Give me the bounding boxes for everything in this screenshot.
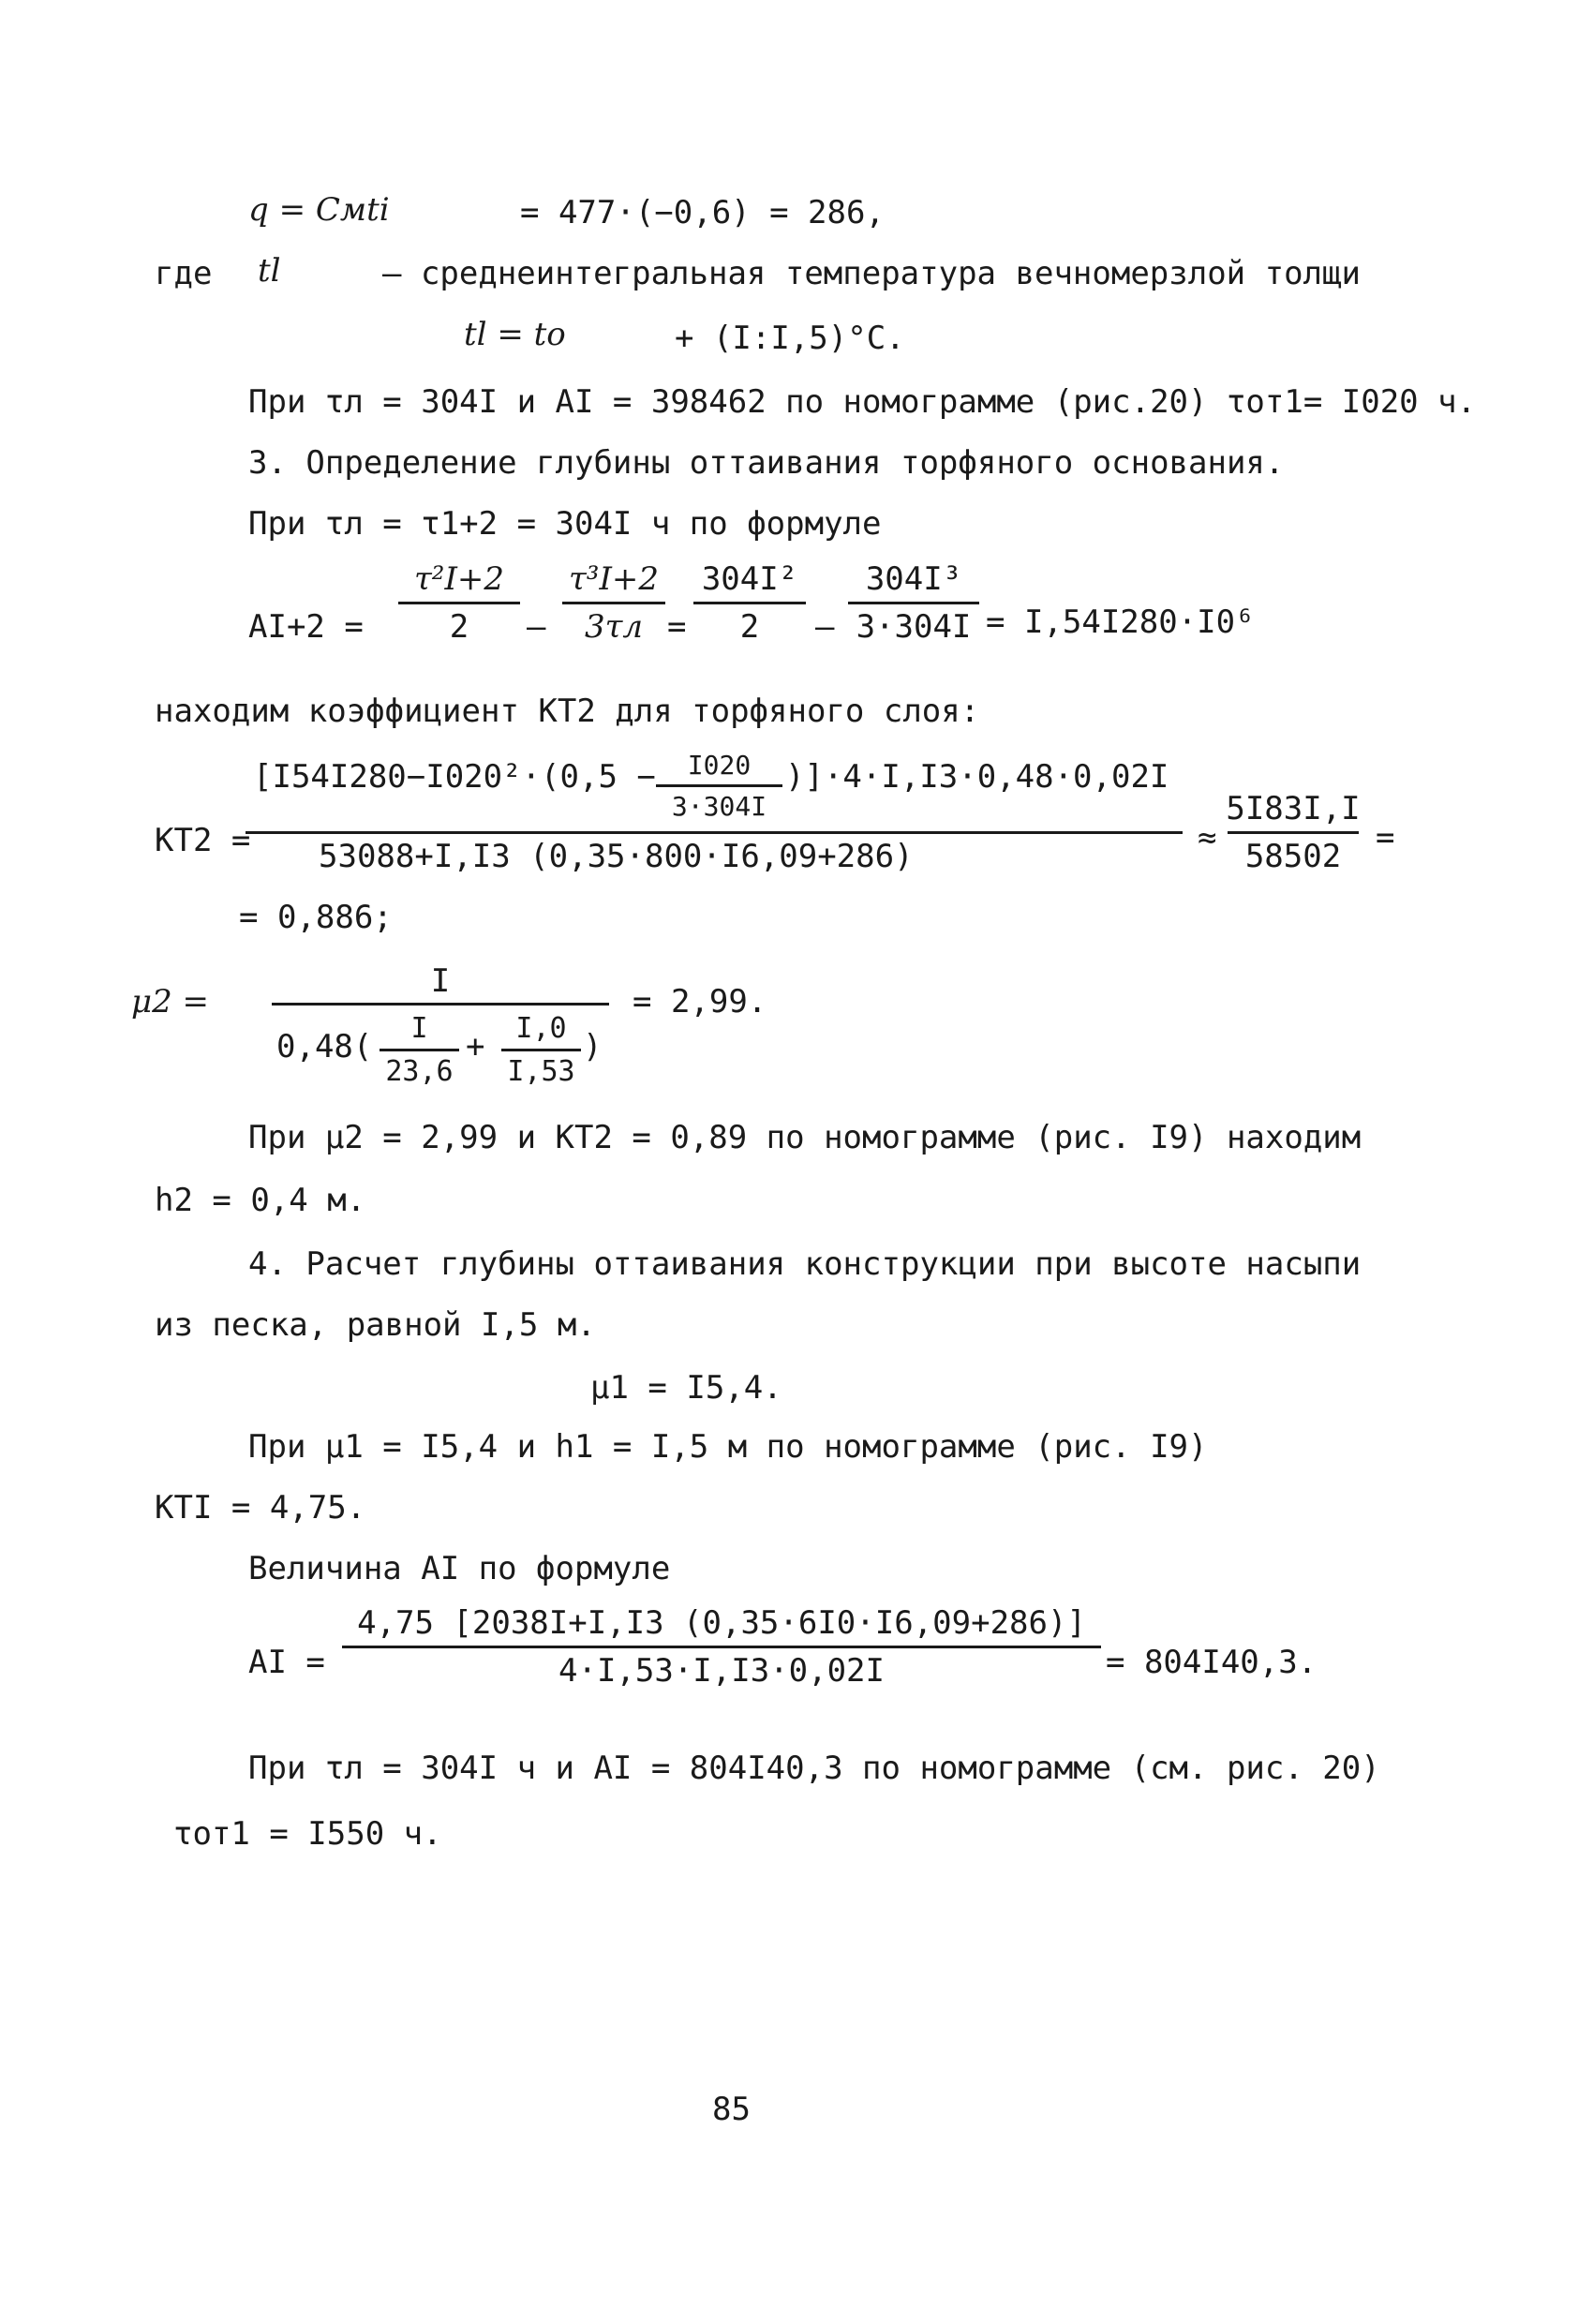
formula-KT2-num-a: [I54I280−I020²·(0,5 −: [253, 758, 656, 796]
formula-A12-frac-1: τ²I+2 2: [398, 560, 520, 646]
formula-KT2-den: 53088+I,I3 (0,35·800·I6,09+286): [319, 838, 914, 875]
formula-q-rhs: = 477·(−0,6) = 286,: [520, 194, 885, 231]
minus-sign: –: [815, 608, 835, 646]
minus-sign: –: [527, 608, 546, 646]
where-text: – среднеинтегральная температура вечномерзлой толщи: [382, 255, 1361, 292]
formula-mu2-den-frac-2: I,0 I,53: [501, 1012, 581, 1088]
text-line-when-2: При τл = τ1+2 = 304I ч по формуле: [248, 505, 882, 543]
text-line-KT1: KTI = 4,75.: [155, 1489, 366, 1527]
section-4-heading-cont: из песка, равной I,5 м.: [155, 1306, 596, 1344]
formula-mu2-num: I: [430, 962, 451, 1000]
text-line-tot: τот1 = I550 ч.: [173, 1815, 442, 1853]
formula-KT2-lhs: KT2 =: [155, 822, 251, 859]
formula-AI-result: = 804I40,3.: [1106, 1644, 1318, 1681]
text-line-when-5: При τл = 304I ч и AI = 804I40,3 по номограмме (см. рис. 20): [248, 1750, 1380, 1787]
formula-tl-rhs: + (I:I,5)°C.: [675, 320, 905, 357]
formula-mu2-den-a: 0,48(: [276, 1028, 373, 1065]
formula-q-lhs: q = Cмti: [248, 191, 390, 229]
formula-A12-frac-4: 304I³ 3·304I: [848, 560, 979, 646]
where-word: где: [155, 255, 213, 292]
text-line-when-3: При μ2 = 2,99 и KT2 = 0,89 по номограмме (рис. I9) находим: [248, 1119, 1362, 1156]
formula-A12-lhs: AI+2 =: [248, 608, 364, 646]
formula-KT2-inner-frac: I020 3·304I: [656, 750, 782, 822]
formula-KT2-result: = 0,886;: [239, 899, 393, 936]
formula-mu2-den-b: ): [583, 1028, 603, 1065]
text-line-when-4: При μ1 = I5,4 и h1 = I,5 м по номограмме (рис. I9): [248, 1428, 1208, 1466]
formula-A12-result: = I,54I280·I0⁶: [986, 603, 1255, 641]
formula-KT2-tail: =: [1376, 819, 1395, 857]
formula-KT2-num-b: )]·4·I,I3·0,48·0,02I: [785, 758, 1169, 796]
formula-tl-lhs: tl = to: [464, 316, 566, 353]
formula-mu2-den-frac-1: I 23,6: [380, 1012, 459, 1088]
formula-mu2-bar: [272, 1003, 609, 1006]
page-number: 85: [712, 2091, 751, 2128]
formula-mu2-result: = 2,99.: [633, 983, 767, 1020]
formula-A12-frac-3: 304I² 2: [693, 560, 806, 646]
text-line-find-k: находим коэффициент KT2 для торфяного слоя:: [155, 693, 980, 730]
plus-sign: +: [466, 1028, 485, 1065]
formula-AI-lhs: AI =: [248, 1644, 325, 1681]
formula-KT2-frac-2: 5I83I,I 58502: [1226, 790, 1361, 875]
formula-KT2-main-bar: [246, 831, 1183, 834]
formula-AI-frac: 4,75 [2038I+I,I3 (0,35·6I0·I6,09+286)] 4·I,53·I,I3·0,02I: [342, 1604, 1101, 1690]
formula-mu2-lhs: μ2 =: [131, 983, 210, 1020]
formula-KT2-approx: ≈: [1198, 819, 1217, 857]
text-line-h2: h2 = 0,4 м.: [155, 1182, 366, 1219]
where-symbol: tl: [258, 252, 281, 290]
section-4-heading: 4. Расчет глубины оттаивания конструкции при высоте насыпи: [248, 1245, 1362, 1283]
formula-mu1: μ1 = I5,4.: [590, 1369, 782, 1407]
text-line-value-A: Величина AI по формуле: [248, 1550, 671, 1587]
text-line-when-1: При τл = 304I и AI = 398462 по номограмме (рис.20) τот1= I020 ч.: [248, 383, 1477, 421]
formula-A12-frac-2: τ³I+2 3τл: [562, 560, 665, 646]
section-3-heading: 3. Определение глубины оттаивания торфяного основания.: [248, 444, 1285, 482]
equals-sign: =: [667, 608, 687, 646]
